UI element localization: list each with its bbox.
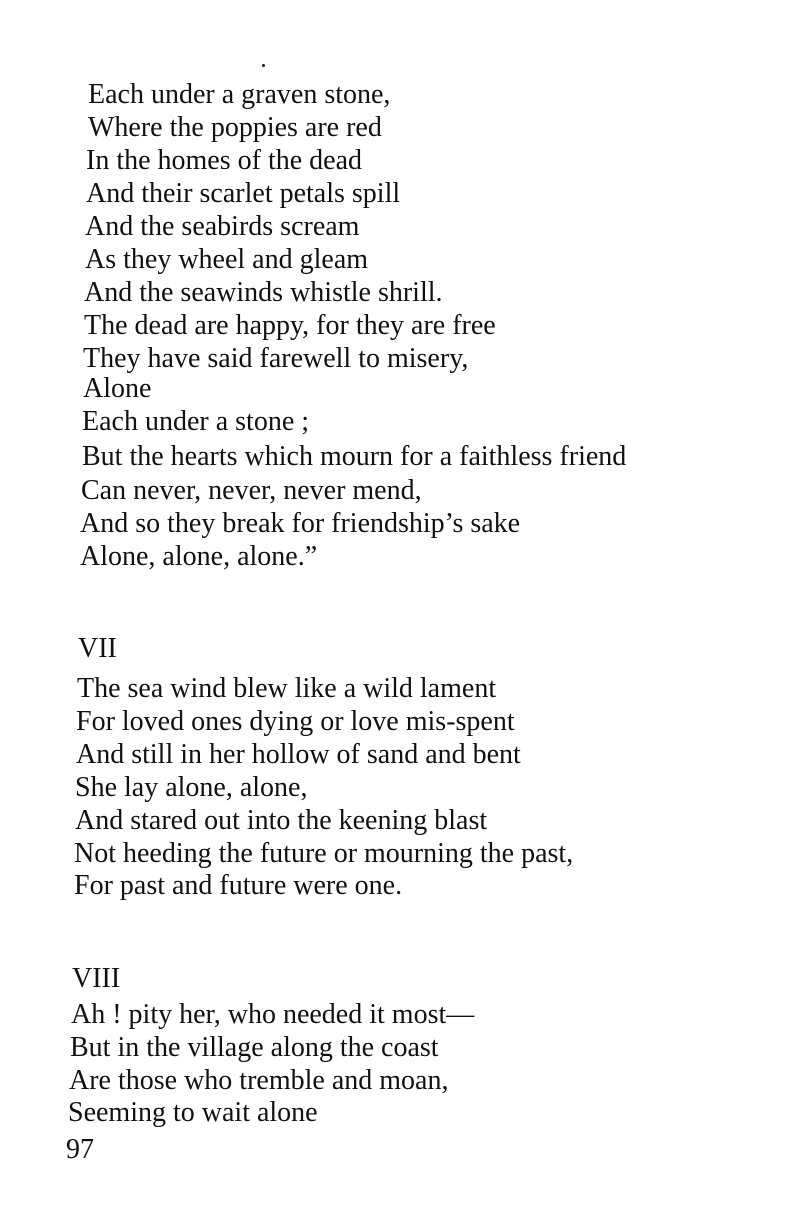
poem-line: As they wheel and gleam: [85, 244, 369, 275]
poem-line: For loved ones dying or love mis-spent: [76, 706, 515, 737]
poem-line: Each under a graven stone,: [88, 79, 391, 110]
poem-line: Can never, never, never mend,: [81, 475, 422, 506]
ink-speck: [262, 64, 265, 67]
poem-line: Seeming to wait alone: [68, 1097, 318, 1128]
section-heading-vii: VII: [78, 633, 117, 664]
poem-line: And their scarlet petals spill: [86, 178, 401, 209]
section-heading-viii: VIII: [72, 963, 121, 994]
poem-line: Each under a stone ;: [82, 406, 310, 437]
poem-line: Ah ! pity her, who needed it most—: [71, 999, 475, 1030]
poem-line: They have said farewell to misery,: [83, 343, 469, 374]
page-number: 97: [66, 1134, 94, 1165]
poem-line: For past and future were one.: [74, 870, 403, 901]
poem-line: And the seawinds whistle shrill.: [84, 277, 443, 308]
poem-line: Are those who tremble and moan,: [69, 1065, 449, 1096]
poem-line: And the seabirds scream: [85, 211, 360, 242]
poem-line: She lay alone, alone,: [75, 772, 308, 803]
poem-line: In the homes of the dead: [86, 145, 363, 176]
poem-line: And so they break for friendship’s sake: [80, 508, 521, 539]
poem-line: Alone: [83, 373, 152, 404]
poem-line: Not heeding the future or mourning the past,: [74, 838, 574, 869]
poem-line: Where the poppies are red: [88, 112, 382, 143]
poem-line: But the hearts which mourn for a faithless friend: [82, 441, 627, 472]
poem-line: And stared out into the keening blast: [75, 805, 488, 836]
poem-line: The sea wind blew like a wild lament: [77, 673, 497, 704]
poem-line: The dead are happy, for they are free: [84, 310, 496, 341]
poem-line: And still in her hollow of sand and bent: [76, 739, 521, 770]
poem-line: But in the village along the coast: [70, 1032, 439, 1063]
poem-line: Alone, alone, alone.”: [80, 541, 318, 572]
